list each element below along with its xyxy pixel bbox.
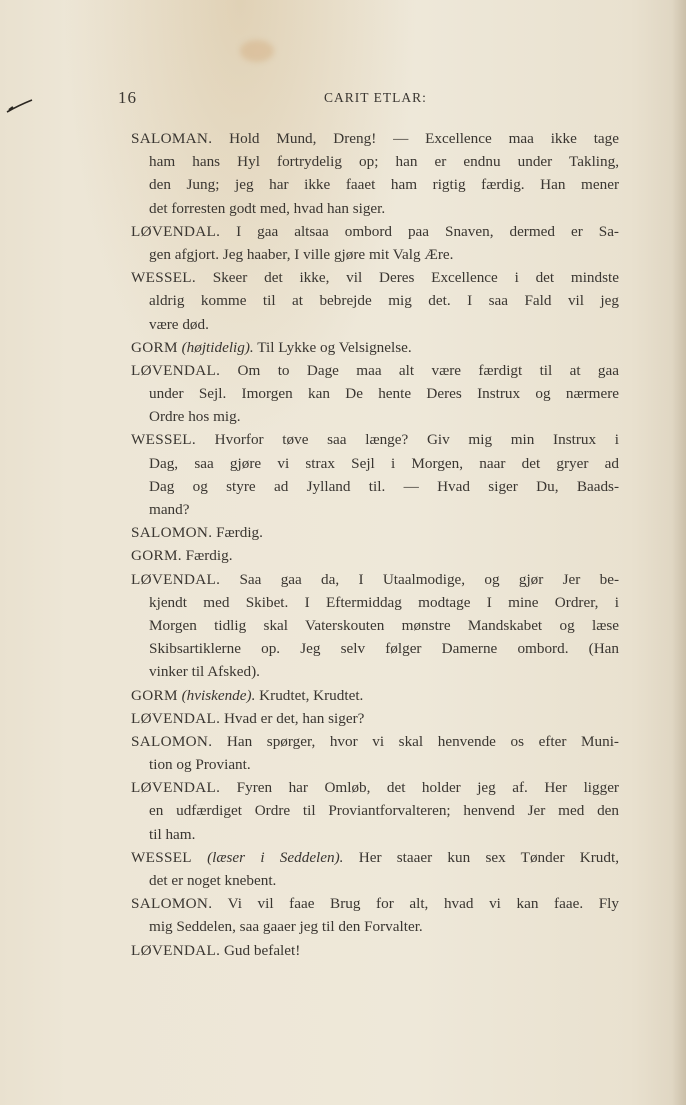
speech-block [131, 127, 619, 220]
line-text: mand? [149, 501, 190, 518]
line-text: I gaa altsaa ombord paa Snaven, dermed er Sa- [236, 222, 619, 240]
line-text: Hold Mund, Dreng! — Excellence maa ikke tage [229, 130, 619, 147]
speech-line [131, 289, 619, 312]
speaker-name: GORM [131, 338, 178, 356]
speaker-name: SALOMAN. [131, 130, 213, 147]
speech-block [131, 336, 619, 359]
line-text: Han spørger, hvor vi skal henvende os efter Muni- [226, 732, 619, 750]
speech-first-line [131, 730, 619, 753]
speaker-name: LØVENDAL. [131, 361, 221, 379]
speaker-name: LØVENDAL. [131, 779, 221, 797]
line-text: Dag, saa gjøre vi strax Sejl i Morgen, naar det gryer ad [149, 454, 619, 472]
speech-first-line [131, 684, 619, 707]
speech-line [131, 382, 619, 405]
speech-block [131, 521, 619, 544]
speech-block [131, 220, 619, 266]
line-text: Til Lykke og Velsignelse. [257, 338, 412, 356]
speech-line [131, 799, 619, 822]
speech-line [131, 823, 619, 846]
page-edge-shadow [672, 0, 686, 1105]
line-text: Om to Dage maa alt være færdigt til at gaa [237, 361, 619, 379]
speaker-name: WESSEL. [131, 431, 196, 449]
speech-first-line [131, 266, 619, 289]
speech-line [131, 475, 619, 498]
speech-first-line [131, 892, 619, 915]
dialogue-text [131, 127, 619, 962]
running-title: CARIT ETLAR: [324, 90, 427, 105]
line-text: Færdig. [216, 524, 263, 542]
line-text: tion og Proviant. [149, 756, 251, 774]
speech-first-line [131, 846, 619, 869]
stage-direction: (højtidelig). [181, 338, 254, 356]
line-text: Saa gaa da, I Utaalmodige, og gjør Jer be- [239, 570, 619, 588]
speaker-name: LØVENDAL. [131, 222, 221, 240]
speaker-name: LØVENDAL. [131, 941, 221, 959]
speaker-name: SALOMON. [131, 524, 213, 542]
speech-line [131, 313, 619, 336]
line-text: vinker til Afsked). [149, 663, 260, 681]
speech-line [131, 614, 619, 637]
speaker-name: WESSEL. [131, 269, 196, 287]
speech-first-line [131, 544, 619, 567]
speech-first-line [131, 568, 619, 591]
speech-first-line [131, 127, 619, 150]
line-text: Færdig. [185, 547, 233, 565]
speech-line [131, 405, 619, 428]
line-text: Ordre hos mig. [149, 408, 241, 426]
paper-stain [240, 40, 274, 62]
speech-first-line [131, 428, 619, 451]
speech-line [131, 243, 619, 266]
line-text: det er noget knebent. [149, 872, 277, 889]
speech-line [131, 150, 619, 173]
speech-first-line [131, 336, 619, 359]
speech-block [131, 939, 619, 962]
line-text: til ham. [149, 825, 196, 843]
speech-block [131, 428, 619, 521]
line-text: Her staaer kun sex Tønder Krudt, [358, 848, 619, 866]
speech-line [131, 915, 619, 938]
speech-first-line [131, 521, 619, 544]
line-text: gen afgjort. Jeg haaber, I ville gjøre mit Valg Ære. [149, 245, 454, 263]
speaker-name: WESSEL [131, 848, 192, 866]
line-text: Hvad er det, han siger? [223, 709, 365, 727]
line-text: aldrig komme til at bebrejde mig det. I saa Fald vil jeg [149, 292, 619, 310]
speech-line [131, 660, 619, 683]
speech-line [131, 753, 619, 776]
line-text: Fyren har Omløb, det holder jeg af. Her ligger [236, 779, 619, 797]
pen-mark-icon [6, 98, 34, 114]
speech-block [131, 568, 619, 684]
line-text: Gud befalet! [223, 941, 301, 959]
speaker-name: SALOMON. [131, 895, 213, 913]
line-text: Skeer det ikke, vil Deres Excellence i det mindste [212, 269, 619, 287]
line-text: Vi vil faae Brug for alt, hvad vi kan faae. Fly [227, 895, 619, 913]
speaker-name: LØVENDAL. [131, 570, 221, 588]
speech-first-line [131, 220, 619, 243]
speaker-name: LØVENDAL. [131, 709, 221, 727]
line-text: være død. [149, 315, 209, 333]
line-text: Morgen tidlig skal Vaterskouten mønstre Mandskabet og læse [149, 616, 619, 634]
stage-direction: (læser i Seddelen). [207, 848, 344, 866]
speech-block [131, 730, 619, 776]
speaker-name: GORM. [131, 547, 182, 565]
speech-line [131, 591, 619, 614]
speech-line [131, 452, 619, 475]
speech-block [131, 707, 619, 730]
page-number: 16 [118, 88, 137, 107]
line-text: Hvorfor tøve saa længe? Giv mig min Instrux i [214, 431, 619, 449]
speech-line [131, 637, 619, 660]
speech-block [131, 684, 619, 707]
line-text: kjendt med Skibet. I Eftermiddag modtage I mine Ordrer, i [149, 593, 619, 611]
speech-block [131, 359, 619, 429]
line-text: Skibsartiklerne op. Jeg selv følger Damerne ombord. (Han [149, 640, 619, 658]
speaker-name: SALOMON. [131, 732, 213, 750]
speech-line [131, 498, 619, 521]
speech-line [131, 173, 619, 196]
speech-block [131, 776, 619, 846]
stage-direction: (hviskende). [181, 686, 256, 704]
speech-block [131, 892, 619, 938]
speech-first-line [131, 707, 619, 730]
line-text: mig Seddelen, saa gaaer jeg til den Forvalter. [149, 918, 423, 936]
speech-block [131, 266, 619, 336]
speech-first-line [131, 776, 619, 799]
speech-line [131, 197, 619, 220]
speech-block [131, 544, 619, 567]
line-text: Dag og styre ad Jylland til. — Hvad siger Du, Baads- [149, 477, 619, 495]
line-text: en udfærdiget Ordre til Proviantforvalteren; henvend Jer med den [149, 802, 619, 820]
line-text: under Sejl. Imorgen kan De hente Deres Instrux og nærmere [149, 385, 619, 403]
page-header [118, 88, 628, 112]
speech-first-line [131, 939, 619, 962]
speech-first-line [131, 359, 619, 382]
line-text: ham hans Hyl fortrydelig op; han er endnu under Takling, [149, 153, 619, 171]
speech-line [131, 869, 619, 892]
speaker-name: GORM [131, 686, 178, 704]
speech-block [131, 846, 619, 892]
line-text: Krudtet, Krudtet. [259, 686, 364, 704]
line-text: den Jung; jeg har ikke faaet ham rigtig færdig. Han mener [149, 176, 619, 194]
line-text: det forresten godt med, hvad han siger. [149, 199, 386, 217]
